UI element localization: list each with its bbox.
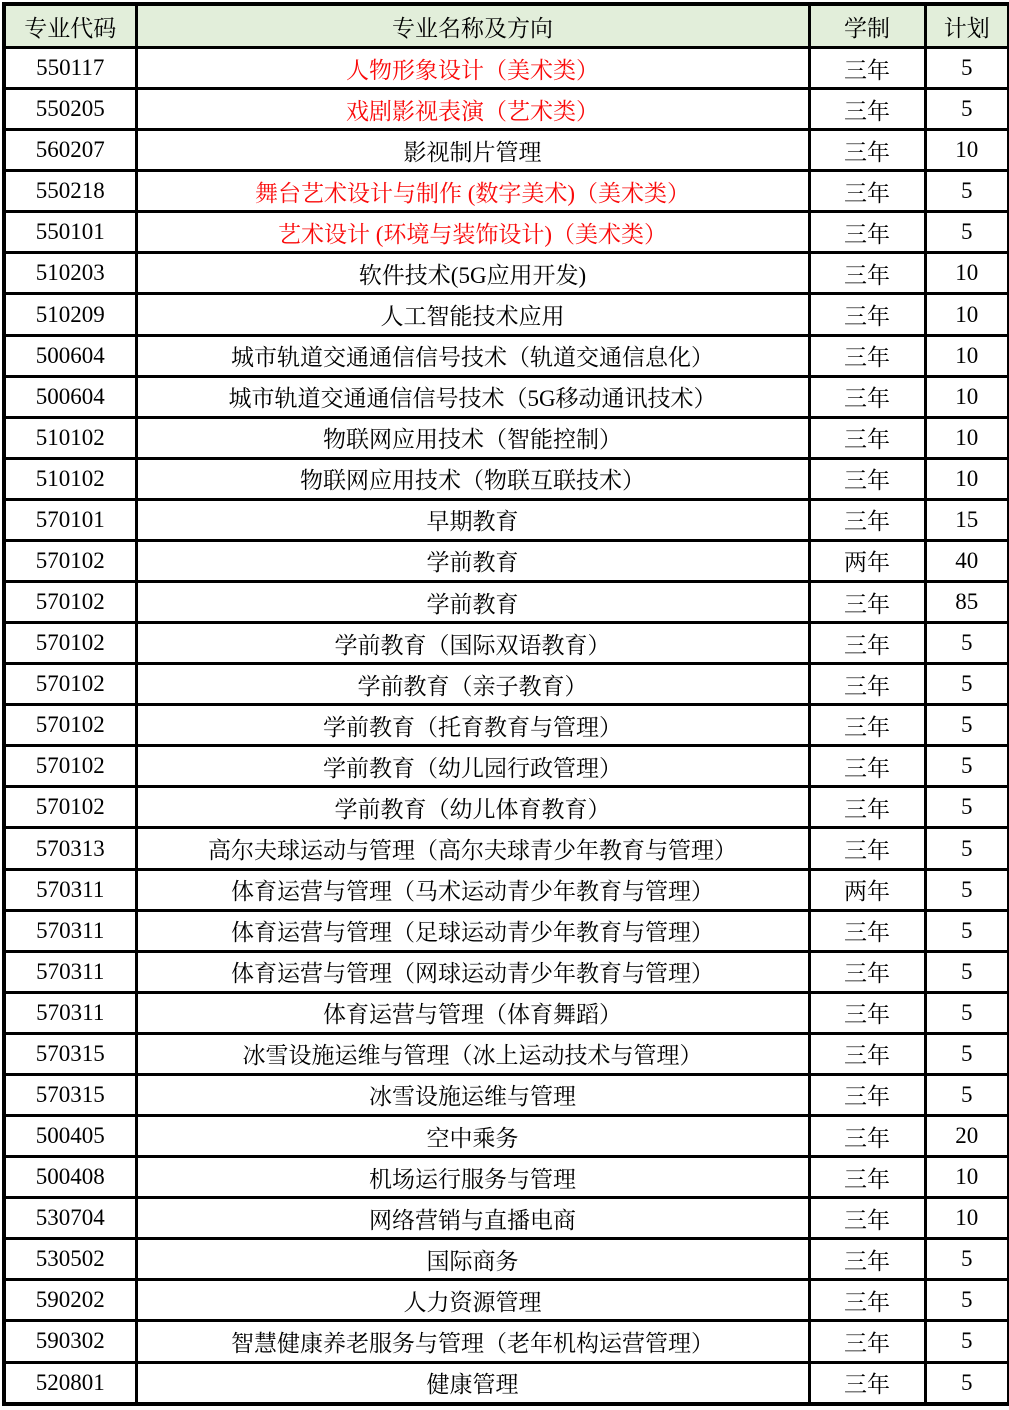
cell-plan: 15 [925, 499, 1009, 540]
table-row [4, 1321, 1009, 1362]
cell-major-name: 智慧健康养老服务与管理（老年机构运营管理） [136, 1321, 809, 1362]
table-row [4, 253, 1009, 294]
column-header-duration: 学制 [809, 4, 925, 48]
table-row [4, 1033, 1009, 1074]
table-row [4, 376, 1009, 417]
cell-duration: 三年 [809, 1157, 925, 1198]
cell-major-name: 学前教育 [136, 540, 809, 581]
cell-major-code: 570102 [4, 623, 136, 664]
cell-major-code: 550205 [4, 89, 136, 130]
cell-duration: 三年 [809, 1116, 925, 1157]
table-row [4, 951, 1009, 992]
cell-major-code: 510102 [4, 417, 136, 458]
cell-major-name: 体育运营与管理（马术运动青少年教育与管理） [136, 869, 809, 910]
cell-major-name: 空中乘务 [136, 1116, 809, 1157]
cell-major-code: 520801 [4, 1362, 136, 1404]
table-row [4, 294, 1009, 335]
cell-duration: 三年 [809, 1321, 925, 1362]
cell-plan: 5 [925, 89, 1009, 130]
table-row [4, 130, 1009, 171]
cell-duration: 三年 [809, 499, 925, 540]
cell-major-name: 学前教育 [136, 582, 809, 623]
cell-major-name: 冰雪设施运维与管理（冰上运动技术与管理） [136, 1033, 809, 1074]
cell-major-name: 舞台艺术设计与制作 (数字美术)（美术类） [136, 171, 809, 212]
cell-plan: 10 [925, 458, 1009, 499]
cell-duration: 三年 [809, 1362, 925, 1404]
table-row [4, 910, 1009, 951]
cell-plan: 5 [925, 951, 1009, 992]
cell-duration: 三年 [809, 746, 925, 787]
cell-major-name: 机场运行服务与管理 [136, 1157, 809, 1198]
cell-duration: 三年 [809, 294, 925, 335]
cell-major-name: 学前教育（国际双语教育） [136, 623, 809, 664]
cell-major-code: 570315 [4, 1074, 136, 1115]
cell-plan: 5 [925, 1280, 1009, 1321]
cell-duration: 三年 [809, 787, 925, 828]
cell-major-code: 530704 [4, 1198, 136, 1239]
cell-major-name: 学前教育（托育教育与管理） [136, 705, 809, 746]
cell-major-name: 学前教育（幼儿体育教育） [136, 787, 809, 828]
cell-plan: 5 [925, 623, 1009, 664]
cell-major-name: 物联网应用技术（智能控制） [136, 417, 809, 458]
cell-major-name: 人工智能技术应用 [136, 294, 809, 335]
cell-major-code: 550117 [4, 48, 136, 89]
cell-plan: 10 [925, 1157, 1009, 1198]
cell-plan: 40 [925, 540, 1009, 581]
cell-plan: 10 [925, 1198, 1009, 1239]
cell-duration: 三年 [809, 212, 925, 253]
cell-major-name: 国际商务 [136, 1239, 809, 1280]
table-row [4, 582, 1009, 623]
cell-major-code: 550218 [4, 171, 136, 212]
cell-duration: 三年 [809, 910, 925, 951]
cell-duration: 三年 [809, 664, 925, 705]
cell-plan: 10 [925, 294, 1009, 335]
cell-major-name: 影视制片管理 [136, 130, 809, 171]
cell-plan: 5 [925, 1074, 1009, 1115]
table-row [4, 335, 1009, 376]
cell-major-code: 500405 [4, 1116, 136, 1157]
cell-duration: 三年 [809, 1239, 925, 1280]
cell-duration: 三年 [809, 48, 925, 89]
cell-major-code: 570101 [4, 499, 136, 540]
cell-major-name: 健康管理 [136, 1362, 809, 1404]
cell-major-name: 高尔夫球运动与管理（高尔夫球青少年教育与管理） [136, 828, 809, 869]
cell-major-code: 570311 [4, 910, 136, 951]
cell-duration: 三年 [809, 582, 925, 623]
cell-duration: 三年 [809, 89, 925, 130]
cell-major-code: 570311 [4, 869, 136, 910]
cell-major-code: 570102 [4, 787, 136, 828]
table-row [4, 828, 1009, 869]
cell-plan: 10 [925, 376, 1009, 417]
cell-plan: 5 [925, 171, 1009, 212]
cell-major-code: 530502 [4, 1239, 136, 1280]
cell-plan: 5 [925, 1239, 1009, 1280]
table-row [4, 1280, 1009, 1321]
cell-duration: 三年 [809, 828, 925, 869]
cell-major-code: 500408 [4, 1157, 136, 1198]
cell-duration: 三年 [809, 253, 925, 294]
table-row [4, 992, 1009, 1033]
cell-major-code: 570311 [4, 992, 136, 1033]
cell-plan: 5 [925, 48, 1009, 89]
cell-duration: 两年 [809, 869, 925, 910]
table-row [4, 1362, 1009, 1404]
cell-duration: 三年 [809, 705, 925, 746]
table-row [4, 458, 1009, 499]
cell-major-name: 网络营销与直播电商 [136, 1198, 809, 1239]
cell-major-code: 590302 [4, 1321, 136, 1362]
cell-major-code: 570315 [4, 1033, 136, 1074]
cell-major-code: 570102 [4, 746, 136, 787]
cell-major-name: 软件技术(5G应用开发) [136, 253, 809, 294]
column-header-major-name: 专业名称及方向 [136, 4, 809, 48]
cell-duration: 三年 [809, 992, 925, 1033]
cell-plan: 5 [925, 1033, 1009, 1074]
table-row [4, 48, 1009, 89]
cell-major-code: 570102 [4, 705, 136, 746]
table-body [4, 48, 1009, 1405]
table-row [4, 212, 1009, 253]
cell-major-name: 人力资源管理 [136, 1280, 809, 1321]
cell-major-name: 城市轨道交通通信信号技术（轨道交通信息化） [136, 335, 809, 376]
cell-plan: 5 [925, 664, 1009, 705]
cell-major-name: 城市轨道交通通信信号技术（5G移动通讯技术） [136, 376, 809, 417]
table-row [4, 787, 1009, 828]
cell-major-code: 570102 [4, 540, 136, 581]
cell-major-code: 550101 [4, 212, 136, 253]
cell-major-name: 冰雪设施运维与管理 [136, 1074, 809, 1115]
cell-plan: 10 [925, 417, 1009, 458]
cell-duration: 三年 [809, 171, 925, 212]
cell-plan: 5 [925, 869, 1009, 910]
cell-plan: 85 [925, 582, 1009, 623]
cell-plan: 5 [925, 1362, 1009, 1404]
cell-duration: 三年 [809, 458, 925, 499]
cell-plan: 5 [925, 992, 1009, 1033]
cell-major-name: 体育运营与管理（体育舞蹈） [136, 992, 809, 1033]
cell-duration: 三年 [809, 623, 925, 664]
cell-major-code: 570311 [4, 951, 136, 992]
cell-major-name: 物联网应用技术（物联互联技术） [136, 458, 809, 499]
cell-duration: 三年 [809, 335, 925, 376]
enrollment-plan-table [2, 2, 1009, 1406]
table-row [4, 746, 1009, 787]
table-row [4, 869, 1009, 910]
table-row [4, 664, 1009, 705]
cell-major-name: 早期教育 [136, 499, 809, 540]
cell-major-name: 艺术设计 (环境与装饰设计)（美术类） [136, 212, 809, 253]
table-row [4, 1116, 1009, 1157]
cell-duration: 三年 [809, 130, 925, 171]
cell-plan: 5 [925, 746, 1009, 787]
table-row [4, 1239, 1009, 1280]
cell-plan: 5 [925, 828, 1009, 869]
table-row [4, 89, 1009, 130]
table-row [4, 499, 1009, 540]
cell-major-code: 500604 [4, 335, 136, 376]
cell-major-name: 戏剧影视表演（艺术类） [136, 89, 809, 130]
cell-major-name: 学前教育（幼儿园行政管理） [136, 746, 809, 787]
cell-plan: 10 [925, 335, 1009, 376]
cell-plan: 5 [925, 212, 1009, 253]
cell-plan: 5 [925, 787, 1009, 828]
cell-plan: 5 [925, 1321, 1009, 1362]
table-row [4, 623, 1009, 664]
table-row [4, 540, 1009, 581]
cell-plan: 5 [925, 910, 1009, 951]
column-header-plan: 计划 [925, 4, 1009, 48]
cell-major-name: 体育运营与管理（足球运动青少年教育与管理） [136, 910, 809, 951]
table-row [4, 705, 1009, 746]
cell-duration: 两年 [809, 540, 925, 581]
table-row [4, 1157, 1009, 1198]
table-row [4, 171, 1009, 212]
cell-major-code: 570102 [4, 582, 136, 623]
cell-plan: 20 [925, 1116, 1009, 1157]
cell-major-code: 560207 [4, 130, 136, 171]
cell-duration: 三年 [809, 1198, 925, 1239]
cell-plan: 5 [925, 705, 1009, 746]
cell-major-code: 570313 [4, 828, 136, 869]
cell-major-code: 500604 [4, 376, 136, 417]
cell-duration: 三年 [809, 1033, 925, 1074]
cell-major-name: 体育运营与管理（网球运动青少年教育与管理） [136, 951, 809, 992]
column-header-major-code: 专业代码 [4, 4, 136, 48]
cell-duration: 三年 [809, 1074, 925, 1115]
cell-duration: 三年 [809, 417, 925, 458]
header-row [4, 4, 1009, 48]
cell-major-name: 学前教育（亲子教育） [136, 664, 809, 705]
table-row [4, 1074, 1009, 1115]
cell-duration: 三年 [809, 951, 925, 992]
cell-major-code: 510209 [4, 294, 136, 335]
cell-major-code: 590202 [4, 1280, 136, 1321]
cell-major-name: 人物形象设计（美术类） [136, 48, 809, 89]
cell-plan: 10 [925, 130, 1009, 171]
cell-duration: 三年 [809, 1280, 925, 1321]
cell-major-code: 510102 [4, 458, 136, 499]
cell-major-code: 510203 [4, 253, 136, 294]
table-row [4, 417, 1009, 458]
table-row [4, 1198, 1009, 1239]
cell-plan: 10 [925, 253, 1009, 294]
cell-major-code: 570102 [4, 664, 136, 705]
cell-duration: 三年 [809, 376, 925, 417]
